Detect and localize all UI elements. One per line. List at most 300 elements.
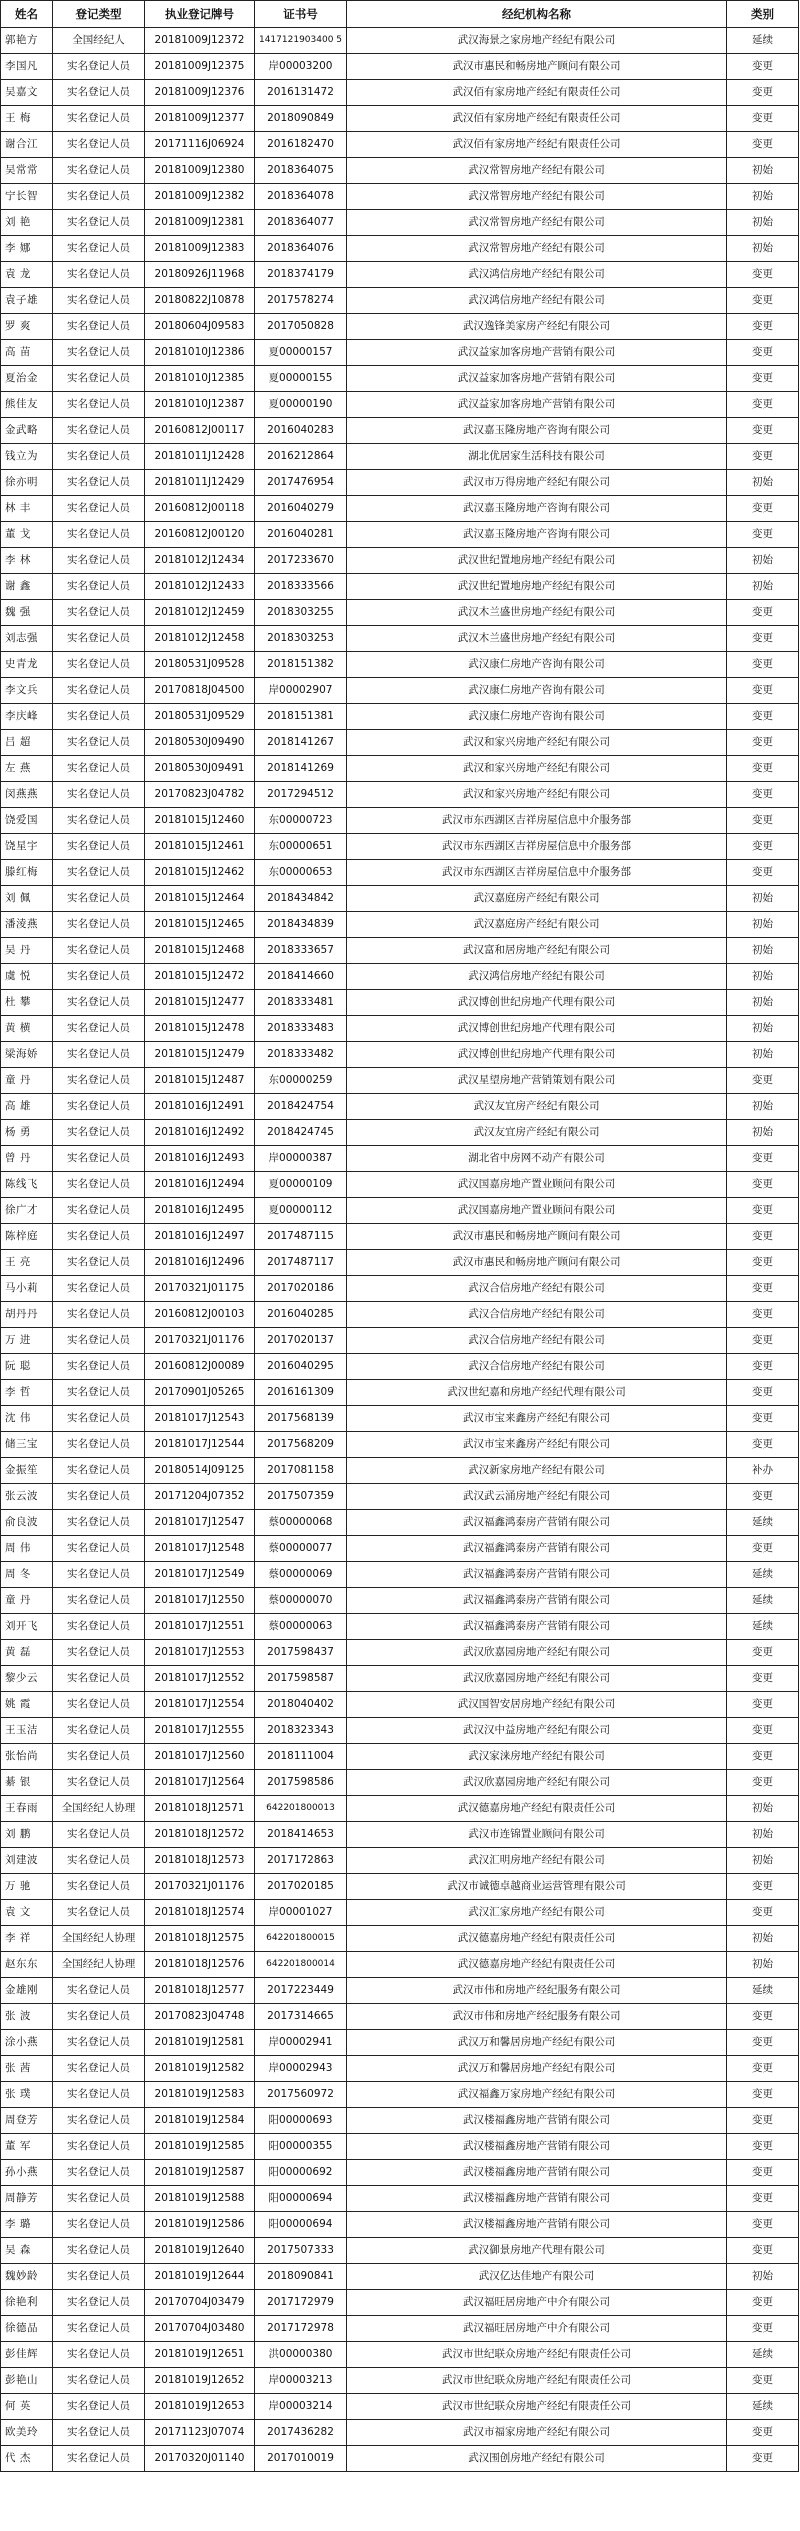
cell-agency-name: 武汉福旺居房地产中介有限公司 bbox=[347, 2316, 727, 2342]
table-row bbox=[1, 106, 799, 132]
cell-certificate-number: 2018333481 bbox=[255, 990, 347, 1016]
cell-license-plate-number: 20181010J12385 bbox=[145, 366, 255, 392]
cell-certificate-number: 1417121903400 5 bbox=[255, 28, 347, 54]
cell-registration-type: 全国经纪人协理 bbox=[53, 1952, 145, 1978]
cell-registration-type: 实名登记人员 bbox=[53, 1692, 145, 1718]
cell-category: 初始 bbox=[727, 574, 799, 600]
cell-agency-name: 武汉康仁房地产咨询有限公司 bbox=[347, 704, 727, 730]
cell-category: 变更 bbox=[727, 600, 799, 626]
table-row bbox=[1, 470, 799, 496]
cell-certificate-number: 2018414660 bbox=[255, 964, 347, 990]
cell-registration-type: 实名登记人员 bbox=[53, 2264, 145, 2290]
cell-agency-name: 武汉御景房地产代理有限公司 bbox=[347, 2238, 727, 2264]
cell-name: 谢合江 bbox=[1, 132, 53, 158]
cell-registration-type: 实名登记人员 bbox=[53, 1484, 145, 1510]
cell-registration-type: 实名登记人员 bbox=[53, 236, 145, 262]
cell-registration-type: 实名登记人员 bbox=[53, 1302, 145, 1328]
table-row bbox=[1, 80, 799, 106]
table-row bbox=[1, 2342, 799, 2368]
cell-certificate-number: 2018141267 bbox=[255, 730, 347, 756]
cell-name: 滕红梅 bbox=[1, 860, 53, 886]
table-row bbox=[1, 2056, 799, 2082]
cell-license-plate-number: 20181018J12576 bbox=[145, 1952, 255, 1978]
cell-category: 变更 bbox=[727, 1224, 799, 1250]
cell-category: 初始 bbox=[727, 912, 799, 938]
cell-license-plate-number: 20181012J12458 bbox=[145, 626, 255, 652]
cell-license-plate-number: 20181015J12461 bbox=[145, 834, 255, 860]
table-row bbox=[1, 210, 799, 236]
cell-license-plate-number: 20180531J09529 bbox=[145, 704, 255, 730]
cell-agency-name: 武汉佰有家房地产经纪有限责任公司 bbox=[347, 132, 727, 158]
cell-category: 初始 bbox=[727, 1016, 799, 1042]
cell-registration-type: 实名登记人员 bbox=[53, 808, 145, 834]
cell-certificate-number: 2017598586 bbox=[255, 1770, 347, 1796]
cell-name: 彭佳辉 bbox=[1, 2342, 53, 2368]
cell-agency-name: 武汉欣嘉园房地产经纪有限公司 bbox=[347, 1666, 727, 1692]
table-row bbox=[1, 2212, 799, 2238]
cell-category: 变更 bbox=[727, 1744, 799, 1770]
table-row bbox=[1, 2394, 799, 2420]
table-row bbox=[1, 1302, 799, 1328]
cell-agency-name: 武汉市东西湖区吉祥房屋信息中介服务部 bbox=[347, 860, 727, 886]
cell-license-plate-number: 20181009J12382 bbox=[145, 184, 255, 210]
header-name: 姓名 bbox=[1, 1, 53, 28]
cell-name: 金武略 bbox=[1, 418, 53, 444]
cell-license-plate-number: 20181010J12386 bbox=[145, 340, 255, 366]
table-row bbox=[1, 730, 799, 756]
header-certificate-number: 证书号 bbox=[255, 1, 347, 28]
cell-category: 初始 bbox=[727, 1094, 799, 1120]
cell-registration-type: 实名登记人员 bbox=[53, 548, 145, 574]
cell-license-plate-number: 20160812J00117 bbox=[145, 418, 255, 444]
cell-name: 张 璞 bbox=[1, 2082, 53, 2108]
cell-license-plate-number: 20181016J12494 bbox=[145, 1172, 255, 1198]
cell-agency-name: 武汉汇家房地产经纪有限公司 bbox=[347, 1900, 727, 1926]
cell-certificate-number: 2016161309 bbox=[255, 1380, 347, 1406]
cell-agency-name: 武汉福鑫鸿泰房产营销有限公司 bbox=[347, 1614, 727, 1640]
cell-certificate-number: 阳00000355 bbox=[255, 2134, 347, 2160]
cell-category: 延续 bbox=[727, 1588, 799, 1614]
cell-certificate-number: 2017081158 bbox=[255, 1458, 347, 1484]
cell-agency-name: 武汉楼福鑫房地产营销有限公司 bbox=[347, 2108, 727, 2134]
table-row bbox=[1, 600, 799, 626]
cell-name: 刘志强 bbox=[1, 626, 53, 652]
cell-certificate-number: 2017020137 bbox=[255, 1328, 347, 1354]
cell-name: 徐德品 bbox=[1, 2316, 53, 2342]
cell-category: 初始 bbox=[727, 1822, 799, 1848]
cell-certificate-number: 阳00000692 bbox=[255, 2160, 347, 2186]
cell-name: 饶星宇 bbox=[1, 834, 53, 860]
cell-category: 变更 bbox=[727, 2108, 799, 2134]
cell-certificate-number: 2018151382 bbox=[255, 652, 347, 678]
cell-agency-name: 武汉博创世纪房地产代理有限公司 bbox=[347, 1016, 727, 1042]
cell-registration-type: 实名登记人员 bbox=[53, 652, 145, 678]
cell-category: 变更 bbox=[727, 2290, 799, 2316]
cell-license-plate-number: 20181015J12479 bbox=[145, 1042, 255, 1068]
cell-agency-name: 武汉合信房地产经纪有限公司 bbox=[347, 1354, 727, 1380]
cell-registration-type: 实名登记人员 bbox=[53, 1744, 145, 1770]
cell-name: 杨 勇 bbox=[1, 1120, 53, 1146]
cell-registration-type: 实名登记人员 bbox=[53, 2342, 145, 2368]
cell-agency-name: 武汉木兰盛世房地产经纪有限公司 bbox=[347, 626, 727, 652]
cell-category: 变更 bbox=[727, 1900, 799, 1926]
cell-registration-type: 实名登记人员 bbox=[53, 600, 145, 626]
header-row bbox=[1, 1, 799, 28]
cell-license-plate-number: 20181015J12468 bbox=[145, 938, 255, 964]
cell-agency-name: 武汉嘉玉隆房地产咨询有限公司 bbox=[347, 496, 727, 522]
cell-name: 黄 横 bbox=[1, 1016, 53, 1042]
cell-certificate-number: 东00000723 bbox=[255, 808, 347, 834]
header-registration-type: 登记类型 bbox=[53, 1, 145, 28]
cell-category: 变更 bbox=[727, 2134, 799, 2160]
cell-license-plate-number: 20181018J12573 bbox=[145, 1848, 255, 1874]
cell-agency-name: 武汉常智房地产经纪有限公司 bbox=[347, 184, 727, 210]
cell-license-plate-number: 20181018J12575 bbox=[145, 1926, 255, 1952]
cell-name: 徐广才 bbox=[1, 1198, 53, 1224]
cell-category: 延续 bbox=[727, 1614, 799, 1640]
cell-name: 陈梓庭 bbox=[1, 1224, 53, 1250]
cell-category: 变更 bbox=[727, 418, 799, 444]
cell-name: 黄 磊 bbox=[1, 1640, 53, 1666]
cell-name: 綦 银 bbox=[1, 1770, 53, 1796]
cell-category: 变更 bbox=[727, 756, 799, 782]
cell-agency-name: 武汉福鑫鸿泰房产营销有限公司 bbox=[347, 1536, 727, 1562]
cell-agency-name: 武汉嘉玉隆房地产咨询有限公司 bbox=[347, 418, 727, 444]
cell-certificate-number: 2016040295 bbox=[255, 1354, 347, 1380]
cell-category: 变更 bbox=[727, 2316, 799, 2342]
cell-registration-type: 实名登记人员 bbox=[53, 2316, 145, 2342]
cell-license-plate-number: 20181009J12381 bbox=[145, 210, 255, 236]
table-row bbox=[1, 2264, 799, 2290]
cell-license-plate-number: 20181019J12582 bbox=[145, 2056, 255, 2082]
cell-certificate-number: 阳00000694 bbox=[255, 2212, 347, 2238]
cell-registration-type: 实名登记人员 bbox=[53, 2082, 145, 2108]
cell-agency-name: 武汉市世纪联众房地产经纪有限责任公司 bbox=[347, 2342, 727, 2368]
table-row bbox=[1, 236, 799, 262]
cell-agency-name: 武汉国嘉房地产置业顾问有限公司 bbox=[347, 1172, 727, 1198]
cell-license-plate-number: 20181016J12495 bbox=[145, 1198, 255, 1224]
table-row bbox=[1, 1484, 799, 1510]
table-row bbox=[1, 990, 799, 1016]
cell-certificate-number: 2017476954 bbox=[255, 470, 347, 496]
cell-agency-name: 武汉木兰盛世房地产经纪有限公司 bbox=[347, 600, 727, 626]
cell-registration-type: 实名登记人员 bbox=[53, 366, 145, 392]
cell-certificate-number: 2017487115 bbox=[255, 1224, 347, 1250]
cell-agency-name: 武汉福鑫鸿泰房产营销有限公司 bbox=[347, 1562, 727, 1588]
cell-name: 宁长智 bbox=[1, 184, 53, 210]
cell-registration-type: 实名登记人员 bbox=[53, 1406, 145, 1432]
cell-registration-type: 实名登记人员 bbox=[53, 1562, 145, 1588]
cell-category: 变更 bbox=[727, 2004, 799, 2030]
cell-registration-type: 全国经纪人 bbox=[53, 28, 145, 54]
cell-certificate-number: 阳00000694 bbox=[255, 2186, 347, 2212]
cell-license-plate-number: 20180531J09528 bbox=[145, 652, 255, 678]
cell-certificate-number: 东00000653 bbox=[255, 860, 347, 886]
cell-license-plate-number: 20160812J00103 bbox=[145, 1302, 255, 1328]
cell-license-plate-number: 20181017J12564 bbox=[145, 1770, 255, 1796]
cell-registration-type: 实名登记人员 bbox=[53, 2420, 145, 2446]
cell-license-plate-number: 20181012J12434 bbox=[145, 548, 255, 574]
cell-certificate-number: 蔡00000069 bbox=[255, 1562, 347, 1588]
table-row bbox=[1, 938, 799, 964]
cell-name: 童 丹 bbox=[1, 1588, 53, 1614]
cell-certificate-number: 642201800014 bbox=[255, 1952, 347, 1978]
cell-license-plate-number: 20170704J03479 bbox=[145, 2290, 255, 2316]
cell-agency-name: 武汉市伟和房地产经纪服务有限公司 bbox=[347, 1978, 727, 2004]
cell-certificate-number: 2016182470 bbox=[255, 132, 347, 158]
cell-license-plate-number: 20181009J12372 bbox=[145, 28, 255, 54]
cell-certificate-number: 洪00000380 bbox=[255, 2342, 347, 2368]
cell-name: 林 丰 bbox=[1, 496, 53, 522]
cell-agency-name: 武汉友宜房产经纪有限公司 bbox=[347, 1094, 727, 1120]
table-row bbox=[1, 2446, 799, 2472]
table-row bbox=[1, 1770, 799, 1796]
cell-license-plate-number: 20181017J12553 bbox=[145, 1640, 255, 1666]
cell-certificate-number: 2018303255 bbox=[255, 600, 347, 626]
cell-name: 周登芳 bbox=[1, 2108, 53, 2134]
cell-agency-name: 武汉欣嘉园房地产经纪有限公司 bbox=[347, 1770, 727, 1796]
cell-agency-name: 武汉德嘉房地产经纪有限责任公司 bbox=[347, 1926, 727, 1952]
cell-agency-name: 武汉德嘉房地产经纪有限责任公司 bbox=[347, 1796, 727, 1822]
cell-license-plate-number: 20181017J12547 bbox=[145, 1510, 255, 1536]
cell-category: 变更 bbox=[727, 444, 799, 470]
cell-certificate-number: 2017020186 bbox=[255, 1276, 347, 1302]
cell-agency-name: 湖北省中房网不动产有限公司 bbox=[347, 1146, 727, 1172]
cell-registration-type: 实名登记人员 bbox=[53, 1432, 145, 1458]
cell-registration-type: 实名登记人员 bbox=[53, 80, 145, 106]
cell-license-plate-number: 20181012J12433 bbox=[145, 574, 255, 600]
cell-registration-type: 实名登记人员 bbox=[53, 2394, 145, 2420]
cell-name: 黎少云 bbox=[1, 1666, 53, 1692]
cell-agency-name: 武汉万和馨居房地产经纪有限公司 bbox=[347, 2056, 727, 2082]
cell-name: 左 燕 bbox=[1, 756, 53, 782]
cell-agency-name: 武汉鸿信房地产经纪有限公司 bbox=[347, 262, 727, 288]
cell-category: 变更 bbox=[727, 2238, 799, 2264]
cell-certificate-number: 蔡00000070 bbox=[255, 1588, 347, 1614]
cell-category: 变更 bbox=[727, 262, 799, 288]
cell-registration-type: 实名登记人员 bbox=[53, 1718, 145, 1744]
cell-registration-type: 实名登记人员 bbox=[53, 730, 145, 756]
cell-registration-type: 实名登记人员 bbox=[53, 2108, 145, 2134]
cell-license-plate-number: 20181017J12544 bbox=[145, 1432, 255, 1458]
cell-category: 补办 bbox=[727, 1458, 799, 1484]
table-row bbox=[1, 2108, 799, 2134]
table-row bbox=[1, 1978, 799, 2004]
cell-agency-name: 湖北优居家生活科技有限公司 bbox=[347, 444, 727, 470]
cell-registration-type: 实名登记人员 bbox=[53, 1848, 145, 1874]
cell-registration-type: 实名登记人员 bbox=[53, 756, 145, 782]
cell-agency-name: 武汉市世纪联众房地产经纪有限责任公司 bbox=[347, 2394, 727, 2420]
cell-certificate-number: 岸00002941 bbox=[255, 2030, 347, 2056]
cell-agency-name: 武汉围创房地产经纪有限公司 bbox=[347, 2446, 727, 2472]
table-row bbox=[1, 782, 799, 808]
cell-license-plate-number: 20181017J12555 bbox=[145, 1718, 255, 1744]
cell-agency-name: 武汉合信房地产经纪有限公司 bbox=[347, 1276, 727, 1302]
cell-name: 董 戈 bbox=[1, 522, 53, 548]
cell-category: 变更 bbox=[727, 1302, 799, 1328]
cell-agency-name: 武汉国嘉房地产置业顾问有限公司 bbox=[347, 1198, 727, 1224]
cell-agency-name: 武汉合信房地产经纪有限公司 bbox=[347, 1302, 727, 1328]
cell-certificate-number: 2018364077 bbox=[255, 210, 347, 236]
table-row bbox=[1, 158, 799, 184]
table-row bbox=[1, 184, 799, 210]
table-row bbox=[1, 1406, 799, 1432]
cell-name: 马小莉 bbox=[1, 1276, 53, 1302]
cell-category: 变更 bbox=[727, 288, 799, 314]
cell-registration-type: 实名登记人员 bbox=[53, 1380, 145, 1406]
table-row bbox=[1, 1536, 799, 1562]
cell-certificate-number: 2018424745 bbox=[255, 1120, 347, 1146]
cell-certificate-number: 2018090849 bbox=[255, 106, 347, 132]
cell-agency-name: 武汉国智安居房地产经纪有限公司 bbox=[347, 1692, 727, 1718]
cell-registration-type: 实名登记人员 bbox=[53, 1172, 145, 1198]
cell-name: 万 驰 bbox=[1, 1874, 53, 1900]
cell-registration-type: 实名登记人员 bbox=[53, 1120, 145, 1146]
cell-registration-type: 实名登记人员 bbox=[53, 1666, 145, 1692]
cell-agency-name: 武汉家涞房地产经纪有限公司 bbox=[347, 1744, 727, 1770]
cell-category: 变更 bbox=[727, 2368, 799, 2394]
table-row bbox=[1, 1614, 799, 1640]
cell-name: 俞良波 bbox=[1, 1510, 53, 1536]
cell-certificate-number: 夏00000155 bbox=[255, 366, 347, 392]
cell-category: 延续 bbox=[727, 2342, 799, 2368]
cell-agency-name: 武汉世纪置地房地产经纪有限公司 bbox=[347, 574, 727, 600]
cell-certificate-number: 岸00003214 bbox=[255, 2394, 347, 2420]
cell-name: 徐亦明 bbox=[1, 470, 53, 496]
cell-license-plate-number: 20181016J12491 bbox=[145, 1094, 255, 1120]
cell-license-plate-number: 20170823J04748 bbox=[145, 2004, 255, 2030]
cell-certificate-number: 2017507333 bbox=[255, 2238, 347, 2264]
cell-category: 初始 bbox=[727, 548, 799, 574]
table-row bbox=[1, 1354, 799, 1380]
cell-name: 姚 霞 bbox=[1, 1692, 53, 1718]
cell-name: 胡丹丹 bbox=[1, 1302, 53, 1328]
cell-agency-name: 武汉楼福鑫房地产营销有限公司 bbox=[347, 2134, 727, 2160]
cell-license-plate-number: 20181011J12428 bbox=[145, 444, 255, 470]
cell-registration-type: 实名登记人员 bbox=[53, 1874, 145, 1900]
cell-name: 周静芳 bbox=[1, 2186, 53, 2212]
cell-registration-type: 实名登记人员 bbox=[53, 1016, 145, 1042]
cell-registration-type: 实名登记人员 bbox=[53, 626, 145, 652]
cell-agency-name: 武汉世纪嘉和房地产经纪代理有限公司 bbox=[347, 1380, 727, 1406]
cell-license-plate-number: 20181015J12477 bbox=[145, 990, 255, 1016]
cell-name: 代 杰 bbox=[1, 2446, 53, 2472]
cell-name: 刘建波 bbox=[1, 1848, 53, 1874]
cell-registration-type: 实名登记人员 bbox=[53, 1770, 145, 1796]
cell-license-plate-number: 20181018J12571 bbox=[145, 1796, 255, 1822]
cell-license-plate-number: 20181011J12429 bbox=[145, 470, 255, 496]
cell-license-plate-number: 20181015J12460 bbox=[145, 808, 255, 834]
cell-agency-name: 武汉佰有家房地产经纪有限责任公司 bbox=[347, 80, 727, 106]
cell-registration-type: 实名登记人员 bbox=[53, 2446, 145, 2472]
cell-certificate-number: 2018414653 bbox=[255, 1822, 347, 1848]
cell-registration-type: 实名登记人员 bbox=[53, 314, 145, 340]
cell-license-plate-number: 20181017J12554 bbox=[145, 1692, 255, 1718]
cell-license-plate-number: 20181012J12459 bbox=[145, 600, 255, 626]
cell-name: 高 雄 bbox=[1, 1094, 53, 1120]
cell-license-plate-number: 20181019J12651 bbox=[145, 2342, 255, 2368]
cell-license-plate-number: 20180822J10878 bbox=[145, 288, 255, 314]
cell-category: 变更 bbox=[727, 1692, 799, 1718]
cell-registration-type: 实名登记人员 bbox=[53, 2004, 145, 2030]
cell-agency-name: 武汉市惠民和畅房地产顾问有限公司 bbox=[347, 1224, 727, 1250]
cell-license-plate-number: 20180604J09583 bbox=[145, 314, 255, 340]
header-license-plate-number: 执业登记牌号 bbox=[145, 1, 255, 28]
cell-name: 魏 强 bbox=[1, 600, 53, 626]
header-agency-name: 经纪机构名称 bbox=[347, 1, 727, 28]
cell-license-plate-number: 20160812J00118 bbox=[145, 496, 255, 522]
cell-agency-name: 武汉市宝来鑫房产经纪有限公司 bbox=[347, 1432, 727, 1458]
cell-license-plate-number: 20181017J12551 bbox=[145, 1614, 255, 1640]
table-row bbox=[1, 1640, 799, 1666]
cell-category: 变更 bbox=[727, 704, 799, 730]
cell-license-plate-number: 20170818J04500 bbox=[145, 678, 255, 704]
cell-name: 饶爱国 bbox=[1, 808, 53, 834]
cell-category: 变更 bbox=[727, 2160, 799, 2186]
cell-category: 延续 bbox=[727, 1562, 799, 1588]
cell-category: 变更 bbox=[727, 522, 799, 548]
cell-name: 李 林 bbox=[1, 548, 53, 574]
cell-name: 陈线飞 bbox=[1, 1172, 53, 1198]
cell-category: 变更 bbox=[727, 1146, 799, 1172]
cell-category: 变更 bbox=[727, 678, 799, 704]
table-row bbox=[1, 2004, 799, 2030]
table-row bbox=[1, 1276, 799, 1302]
cell-name: 吴 森 bbox=[1, 2238, 53, 2264]
cell-certificate-number: 2018364078 bbox=[255, 184, 347, 210]
cell-certificate-number: 2016212864 bbox=[255, 444, 347, 470]
cell-registration-type: 实名登记人员 bbox=[53, 288, 145, 314]
cell-license-plate-number: 20181009J12375 bbox=[145, 54, 255, 80]
cell-license-plate-number: 20181015J12462 bbox=[145, 860, 255, 886]
cell-certificate-number: 642201800013 bbox=[255, 1796, 347, 1822]
cell-certificate-number: 2018040402 bbox=[255, 1692, 347, 1718]
cell-agency-name: 武汉嘉庭房产经纪有限公司 bbox=[347, 886, 727, 912]
cell-license-plate-number: 20181019J12652 bbox=[145, 2368, 255, 2394]
cell-agency-name: 武汉楼福鑫房地产营销有限公司 bbox=[347, 2186, 727, 2212]
cell-category: 变更 bbox=[727, 392, 799, 418]
table-row bbox=[1, 1692, 799, 1718]
cell-category: 初始 bbox=[727, 2264, 799, 2290]
cell-category: 初始 bbox=[727, 1926, 799, 1952]
table-row bbox=[1, 2238, 799, 2264]
table-row bbox=[1, 1666, 799, 1692]
cell-registration-type: 实名登记人员 bbox=[53, 1042, 145, 1068]
table-row bbox=[1, 886, 799, 912]
cell-category: 初始 bbox=[727, 990, 799, 1016]
cell-certificate-number: 2017578274 bbox=[255, 288, 347, 314]
cell-name: 赵东东 bbox=[1, 1952, 53, 1978]
cell-certificate-number: 2018333483 bbox=[255, 1016, 347, 1042]
cell-license-plate-number: 20181015J12464 bbox=[145, 886, 255, 912]
cell-registration-type: 实名登记人员 bbox=[53, 2186, 145, 2212]
cell-certificate-number: 2017020185 bbox=[255, 1874, 347, 1900]
cell-certificate-number: 夏00000157 bbox=[255, 340, 347, 366]
table-row bbox=[1, 496, 799, 522]
table-row bbox=[1, 1146, 799, 1172]
cell-agency-name: 武汉市东西湖区吉祥房屋信息中介服务部 bbox=[347, 808, 727, 834]
table-row bbox=[1, 2186, 799, 2212]
table-row bbox=[1, 678, 799, 704]
cell-license-plate-number: 20181009J12380 bbox=[145, 158, 255, 184]
cell-license-plate-number: 20181019J12653 bbox=[145, 2394, 255, 2420]
cell-certificate-number: 2018434842 bbox=[255, 886, 347, 912]
table-row bbox=[1, 1172, 799, 1198]
cell-category: 变更 bbox=[727, 834, 799, 860]
cell-agency-name: 武汉德嘉房地产经纪有限责任公司 bbox=[347, 1952, 727, 1978]
cell-registration-type: 实名登记人员 bbox=[53, 1094, 145, 1120]
table-row bbox=[1, 626, 799, 652]
